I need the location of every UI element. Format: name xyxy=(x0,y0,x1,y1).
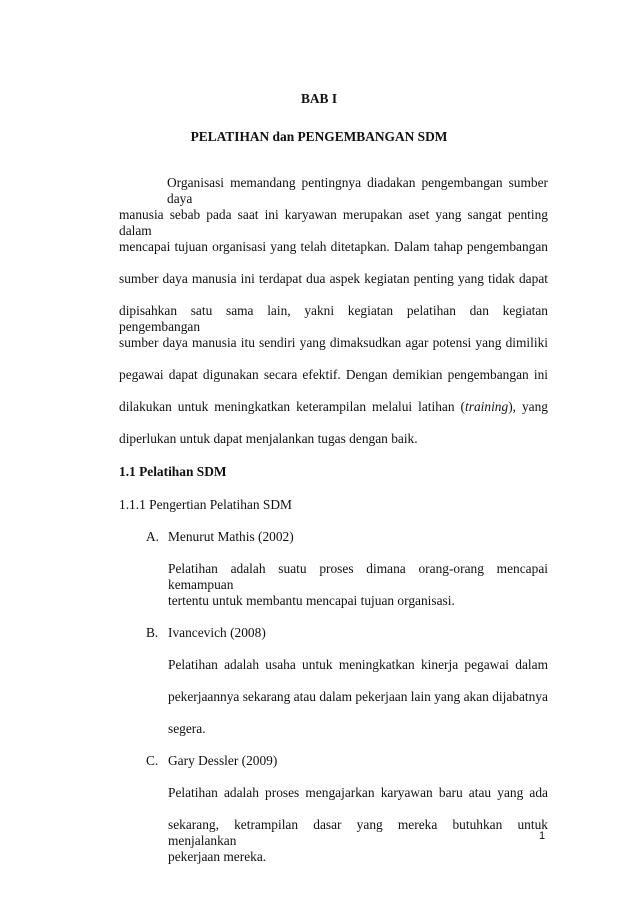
definition-source-b xyxy=(146,625,266,641)
section-heading: 1.1 Pelatihan SDM xyxy=(119,464,227,479)
intro-paragraph-line: pegawai dapat digunakan secara efektif. Dengan demikian pengembangan ini xyxy=(119,367,548,382)
page-number: 1 xyxy=(538,830,546,842)
chapter-title: PELATIHAN dan PENGEMBANGAN SDM xyxy=(190,129,448,144)
definition-line: tertentu untuk membantu mencapai tujuan organisasi. xyxy=(168,593,455,608)
definition-line: pekerjaannya sekarang atau dalam pekerjaan lain yang akan dijabatnya xyxy=(168,689,548,704)
definition-author: Gary Dessler (2009) xyxy=(168,753,278,768)
intro-paragraph-last-line: diperlukan untuk dapat menjalankan tugas dengan baik. xyxy=(119,431,418,446)
definition-line: Pelatihan adalah usaha untuk meningkatkan kinerja pegawai dalam xyxy=(168,657,548,672)
definition-line: Pelatihan adalah suatu proses dimana orang-orang mencapai kemampuan xyxy=(168,561,548,592)
chapter-heading: BAB I xyxy=(300,91,338,106)
intro-paragraph-line: sumber daya manusia ini terdapat dua aspek kegiatan penting yang tidak dapat xyxy=(119,271,548,286)
intro-text-before-term: dilakukan untuk meningkatkan keterampilan melalui latihan ( xyxy=(119,399,466,414)
item-letter: B. xyxy=(146,625,159,640)
definition-line: segera. xyxy=(168,721,206,736)
definition-source-c xyxy=(146,753,277,769)
definition-line: sekarang, ketrampilan dasar yang mereka butuhkan untuk menjalankan xyxy=(168,817,548,848)
item-letter: C. xyxy=(146,753,159,768)
definition-source-a xyxy=(146,529,294,545)
intro-text-after-term: ), yang xyxy=(508,399,549,414)
intro-paragraph-line: sumber daya manusia itu sendiri yang dimaksudkan agar potensi yang dimiliki xyxy=(119,335,548,350)
intro-paragraph-line: Organisasi memandang pentingnya diadakan pengembangan sumber daya xyxy=(167,175,548,206)
training-term: training xyxy=(465,399,509,414)
definition-author: Ivancevich (2008) xyxy=(168,625,266,640)
definition-line: Pelatihan adalah proses mengajarkan karyawan baru atau yang ada xyxy=(168,785,548,800)
subsection-heading: 1.1.1 Pengertian Pelatihan SDM xyxy=(119,497,292,512)
item-letter: A. xyxy=(146,529,160,544)
definition-author: Menurut Mathis (2002) xyxy=(168,529,294,544)
intro-paragraph-line xyxy=(119,399,548,415)
intro-paragraph-line: mencapai tujuan organisasi yang telah ditetapkan. Dalam tahap pengembangan xyxy=(119,239,548,254)
intro-paragraph-line: dipisahkan satu sama lain, yakni kegiatan pelatihan dan kegiatan pengembangan xyxy=(119,303,548,334)
intro-paragraph-line: manusia sebab pada saat ini karyawan merupakan aset yang sangat penting dalam xyxy=(119,207,548,238)
definition-line: pekerjaan mereka. xyxy=(168,849,267,864)
